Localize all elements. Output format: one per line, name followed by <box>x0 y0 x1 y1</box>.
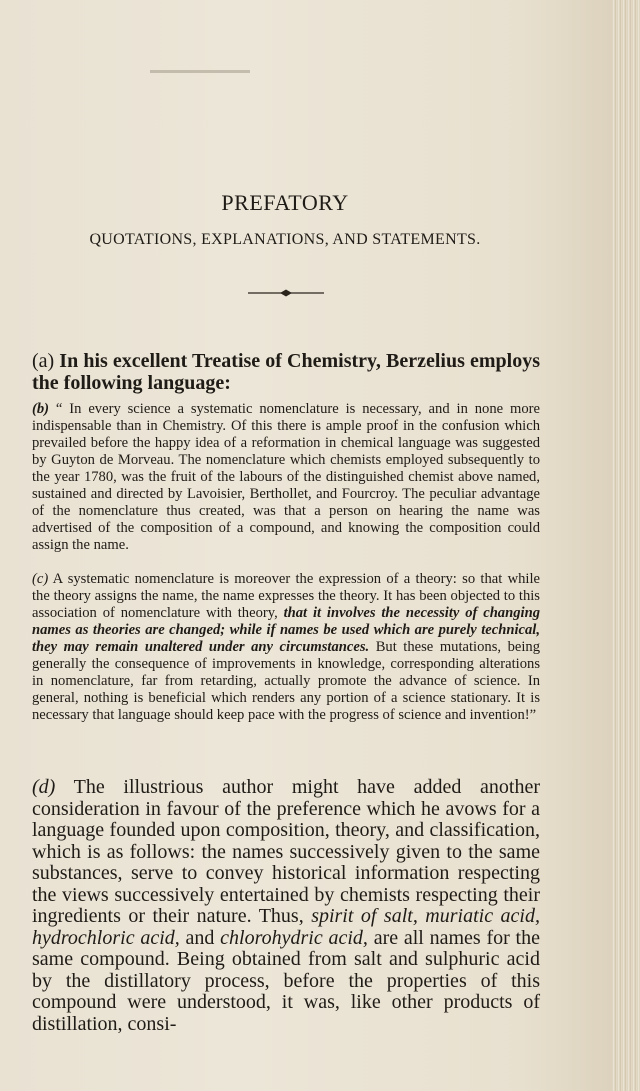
paragraph-d-text-3: are all names for the same compound. Being obtained from salt and sulphuric acid by the distillatory process, before the properties of this compound were understood, it was, like other products of distillation, consi- <box>32 926 540 1035</box>
paragraph-b-text: “ In every science a systematic nomenclature is necessary, and in none more indispensable than in Chemistry. Of this there is ample proof in the confusion which prevailed before the happy idea of a reformation in chemical language was suggested by Guyton de Morveau. The nomenclature which chemists employed subsequently to the year 1780, was the fruit of the labours of the distinguished chemist above named, sustained and directed by Lavoisier, Berthollet, and Fourcroy. The peculiar advantage of the nomenclature thus created, was that a person on hearing the name was advertised of the composition of a compound, and knowing the composition could assign the name. <box>32 400 540 554</box>
paragraph-c-emphasis: that it involves the necessity of changing names as theories are changed; while if names be used which are purely technical, they may remain unaltered under any circumstances. <box>32 604 540 655</box>
marker-d: (d) <box>32 776 56 798</box>
marker-b: (b) <box>32 400 50 417</box>
paragraph-d-italic-1: spirit of salt, muriatic acid, hydrochloric acid, <box>32 905 540 949</box>
paragraph-c-text-1: A systematic nomenclature is moreover the expression of a theory: so that while the theory assigns the name, the name expresses the theory. It has been objected to this association of nomenclature with theory, <box>32 570 540 621</box>
paragraph-a <box>32 351 540 394</box>
paragraph-d <box>32 777 540 1035</box>
marker-a: (a) <box>32 350 55 372</box>
page-smudge <box>150 70 250 73</box>
page-title: PREFATORY <box>221 190 349 215</box>
paragraph-b <box>32 401 540 555</box>
paragraph-d-italic-2: chlorohydric acid, <box>220 926 368 949</box>
page-edge <box>612 0 640 1091</box>
paragraph-d-text-1: The illustrious author might have added another consideration in favour of the preference which he avows for a language founded upon composition, theory, and classification, which is as follows: the names successively given to the same substances, serve to convey historical information respecting the views successively entertained by chemists respecting their ingredients or their nature. Thus, <box>32 776 540 927</box>
paragraph-a-text: In his excellent Treatise of Chemistry, Berzelius employs the following language: <box>32 350 540 394</box>
marker-c: (c) <box>32 570 49 587</box>
paragraph-d-text-2: and <box>179 926 221 949</box>
divider-ornament-icon <box>248 288 324 298</box>
page-subtitle: QUOTATIONS, EXPLANATIONS, AND STATEMENTS. <box>89 231 481 248</box>
paragraph-c <box>32 571 540 725</box>
paragraph-c-text-2: But these mutations, being generally the consequence of improvements in knowledge, corresponding alterations in nomenclature, far from retarding, actually promote the advance of science. In general, nothing is beneficial which renders any portion of a science stationary. It is necessary that language should keep pace with the progress of science and invention!” <box>32 638 540 724</box>
